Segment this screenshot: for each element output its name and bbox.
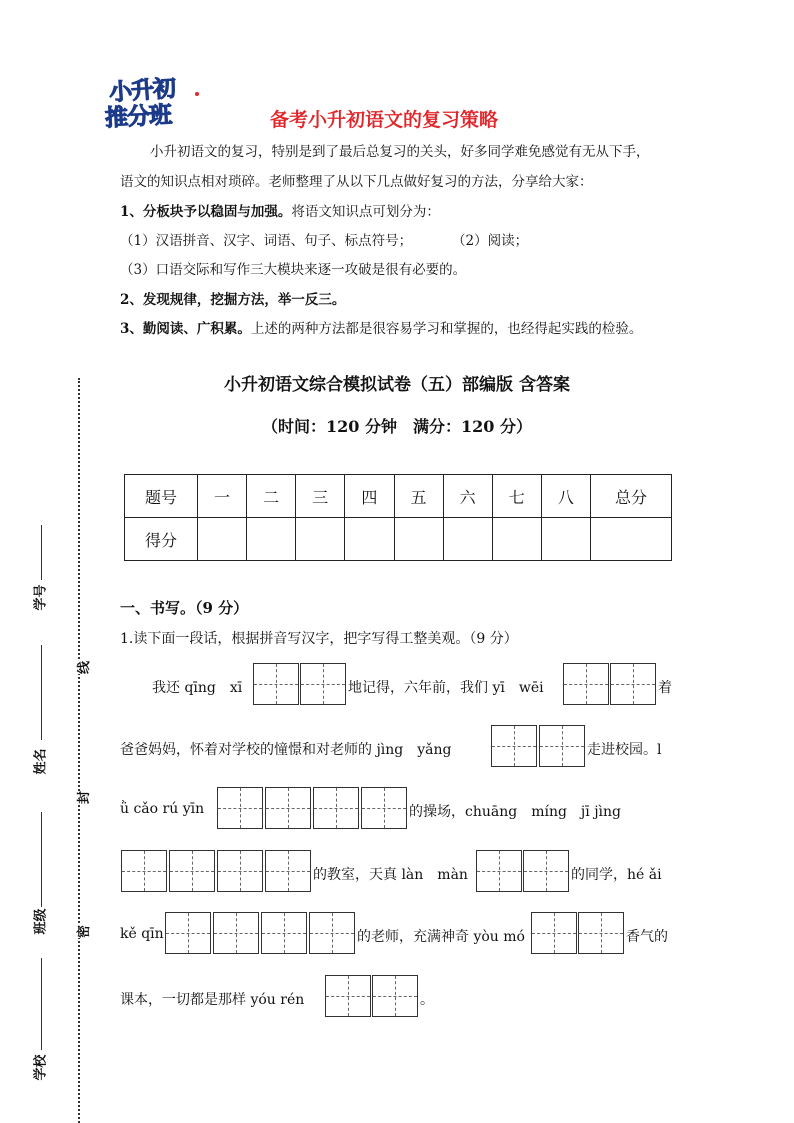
score-cell[interactable] bbox=[541, 518, 590, 561]
writing-grid-box[interactable] bbox=[578, 912, 624, 954]
passage-line-4-a: 的教室，天真 làn màn bbox=[313, 867, 468, 883]
score-cell[interactable] bbox=[296, 518, 345, 561]
exam-title: 小升初语文综合模拟试卷（五）部编版 含答案 bbox=[224, 375, 570, 395]
seal-char-seal: 封 bbox=[73, 791, 92, 804]
score-header-cell: 一 bbox=[198, 475, 247, 518]
passage-line-2-b: 走进校园。l bbox=[587, 742, 662, 758]
student-id-rule bbox=[41, 525, 42, 580]
name-rule bbox=[41, 645, 42, 740]
passage-line-5-b: 的老师，充满神奇 yòu mó bbox=[357, 929, 525, 945]
writing-grid-box[interactable] bbox=[372, 975, 418, 1017]
writing-grid-box[interactable] bbox=[539, 725, 585, 767]
score-row-label: 得分 bbox=[125, 518, 198, 561]
logo bbox=[103, 72, 211, 132]
passage-line-5-c: 香气的 bbox=[626, 929, 668, 945]
promo-item-1: （1）汉语拼音、汉字、词语、句子、标点符号； bbox=[120, 233, 413, 249]
writing-grid-box[interactable] bbox=[217, 850, 263, 892]
writing-grid-box[interactable] bbox=[563, 663, 609, 705]
writing-grid-box[interactable] bbox=[300, 663, 346, 705]
logo-line1: 小升初 bbox=[108, 75, 177, 107]
score-header-cell: 二 bbox=[247, 475, 296, 518]
promo-point-1-bold: 1、分板块予以稳固与加强。 bbox=[120, 204, 292, 220]
passage-line-1-a: 我还 qīng xī bbox=[152, 680, 243, 696]
passage-line-6-a: 课本，一切都是那样 yóu rén bbox=[120, 992, 305, 1008]
writing-grid-box[interactable] bbox=[476, 850, 522, 892]
passage-line-3-b: 的操场，chuāng míng jī jìng bbox=[409, 804, 621, 820]
score-table-header-row bbox=[125, 475, 672, 518]
writing-grid-box[interactable] bbox=[169, 850, 215, 892]
exam-subtitle: （时间：120 分钟 满分：120 分） bbox=[262, 417, 532, 436]
passage-line-3-a: ǜ cǎo rú yīn bbox=[120, 801, 205, 817]
score-header-cell: 五 bbox=[394, 475, 443, 518]
promo-title: 备考小升初语文的复习策略 bbox=[270, 109, 499, 131]
student-id-label: 学号 bbox=[33, 584, 49, 611]
score-header-cell: 六 bbox=[443, 475, 492, 518]
score-table bbox=[124, 474, 672, 561]
writing-grid-box[interactable] bbox=[165, 912, 211, 954]
score-header-cell: 八 bbox=[541, 475, 590, 518]
seal-char-secret: 密 bbox=[73, 925, 92, 938]
writing-grid-box[interactable] bbox=[121, 850, 167, 892]
writing-grid-box[interactable] bbox=[253, 663, 299, 705]
score-cell[interactable] bbox=[443, 518, 492, 561]
promo-point-3-bold: 3、勤阅读、广积累。 bbox=[120, 321, 251, 337]
passage-line-6-b: 。 bbox=[420, 992, 434, 1008]
passage-line-5-a: kě qīn bbox=[120, 926, 164, 942]
promo-point-2: 2、发现规律，挖掘方法，举一反三。 bbox=[120, 292, 346, 308]
writing-grid-box[interactable] bbox=[361, 787, 407, 829]
logo-line2: 推分班 bbox=[104, 102, 172, 132]
score-cell[interactable] bbox=[591, 518, 672, 561]
writing-grid-box[interactable] bbox=[217, 787, 263, 829]
promo-point-3-rest: 上述的两种方法都是很容易学习和掌握的，也经得起实践的检验。 bbox=[250, 321, 643, 337]
writing-grid-box[interactable] bbox=[265, 850, 311, 892]
school-label: 学校 bbox=[33, 1054, 49, 1081]
class-label: 班级 bbox=[33, 908, 49, 935]
promo-intro-1: 小升初语文的复习，特别是到了最后总复习的关头，好多同学难免感觉有无从下手， bbox=[150, 144, 650, 160]
section-1-heading: 一、书写。（9 分） bbox=[120, 599, 249, 617]
writing-grid-box[interactable] bbox=[309, 912, 355, 954]
passage-line-4-b: 的同学，hé ǎi bbox=[571, 867, 662, 883]
writing-grid-box[interactable] bbox=[610, 663, 656, 705]
name-label: 姓名 bbox=[33, 748, 49, 775]
score-header-cell: 三 bbox=[296, 475, 345, 518]
writing-grid-box[interactable] bbox=[531, 912, 577, 954]
writing-grid-box[interactable] bbox=[261, 912, 307, 954]
question-1-prompt: 1.读下面一段话，根据拼音写汉字，把字写得工整美观。（9 分） bbox=[120, 631, 518, 647]
writing-grid-box[interactable] bbox=[325, 975, 371, 1017]
writing-grid-box[interactable] bbox=[491, 725, 537, 767]
class-rule bbox=[41, 812, 42, 907]
seal-char-line: 线 bbox=[73, 661, 92, 674]
score-cell[interactable] bbox=[247, 518, 296, 561]
passage-line-2-a: 爸爸妈妈，怀着对学校的憧憬和对老师的 jìng yǎng bbox=[120, 742, 452, 758]
promo-point-1-rest: 将语文知识点可划分为： bbox=[291, 204, 440, 220]
writing-grid-box[interactable] bbox=[213, 912, 259, 954]
passage-line-1-b: 地记得，六年前，我们 yī wēi bbox=[348, 680, 544, 696]
score-cell[interactable] bbox=[492, 518, 541, 561]
score-header-cell: 七 bbox=[492, 475, 541, 518]
score-header-cell: 题号 bbox=[125, 475, 198, 518]
seal-dotted-line bbox=[78, 378, 80, 1123]
score-header-cell: 总分 bbox=[591, 475, 672, 518]
promo-point-1 bbox=[120, 202, 440, 222]
score-cell[interactable] bbox=[198, 518, 247, 561]
score-table-score-row bbox=[125, 518, 672, 561]
writing-grid-box[interactable] bbox=[265, 787, 311, 829]
writing-grid-box[interactable] bbox=[523, 850, 569, 892]
writing-grid-box[interactable] bbox=[313, 787, 359, 829]
score-header-cell: 四 bbox=[345, 475, 394, 518]
logo-dot bbox=[195, 92, 199, 96]
school-rule bbox=[41, 958, 42, 1050]
score-cell[interactable] bbox=[394, 518, 443, 561]
score-cell[interactable] bbox=[345, 518, 394, 561]
promo-point-3 bbox=[120, 319, 642, 339]
promo-item-3: （3）口语交际和写作三大模块来逐一攻破是很有必要的。 bbox=[120, 262, 467, 278]
promo-intro-2: 语文的知识点相对琐碎。老师整理了从以下几点做好复习的方法，分享给大家： bbox=[120, 174, 593, 190]
promo-item-2: （2）阅读； bbox=[452, 233, 529, 249]
passage-line-1-c: 着 bbox=[658, 680, 672, 696]
